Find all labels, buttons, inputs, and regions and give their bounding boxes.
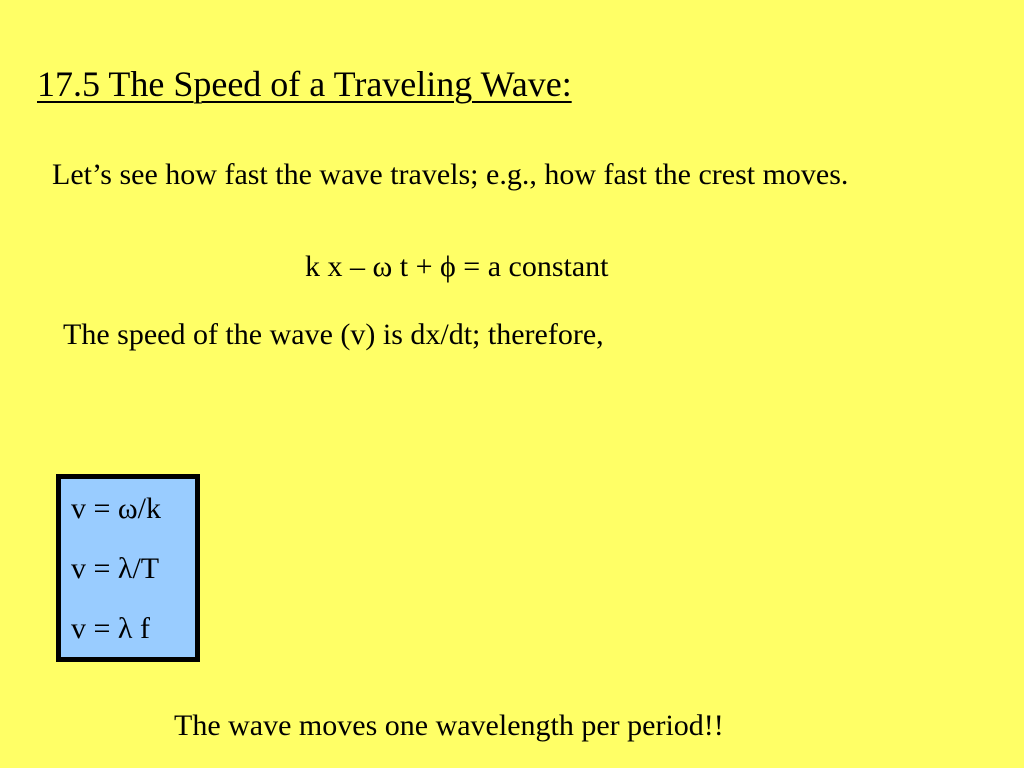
- speed-definition-text: The speed of the wave (v) is dx/dt; therefore,: [63, 318, 604, 351]
- phase-equation: k x – ω t + ϕ = a constant: [305, 250, 609, 283]
- slide-title: 17.5 The Speed of a Traveling Wave:: [37, 64, 572, 104]
- conclusion-text: The wave moves one wavelength per period!!: [174, 709, 724, 742]
- formula-lambda-over-t: v = λ/T: [71, 552, 160, 585]
- intro-text: Let’s see how fast the wave travels; e.g., how fast the crest moves.: [52, 158, 849, 191]
- formula-lambda-f: v = λ f: [71, 612, 150, 645]
- formula-box: [56, 474, 200, 662]
- formula-omega-over-k: v = ω/k: [71, 492, 161, 525]
